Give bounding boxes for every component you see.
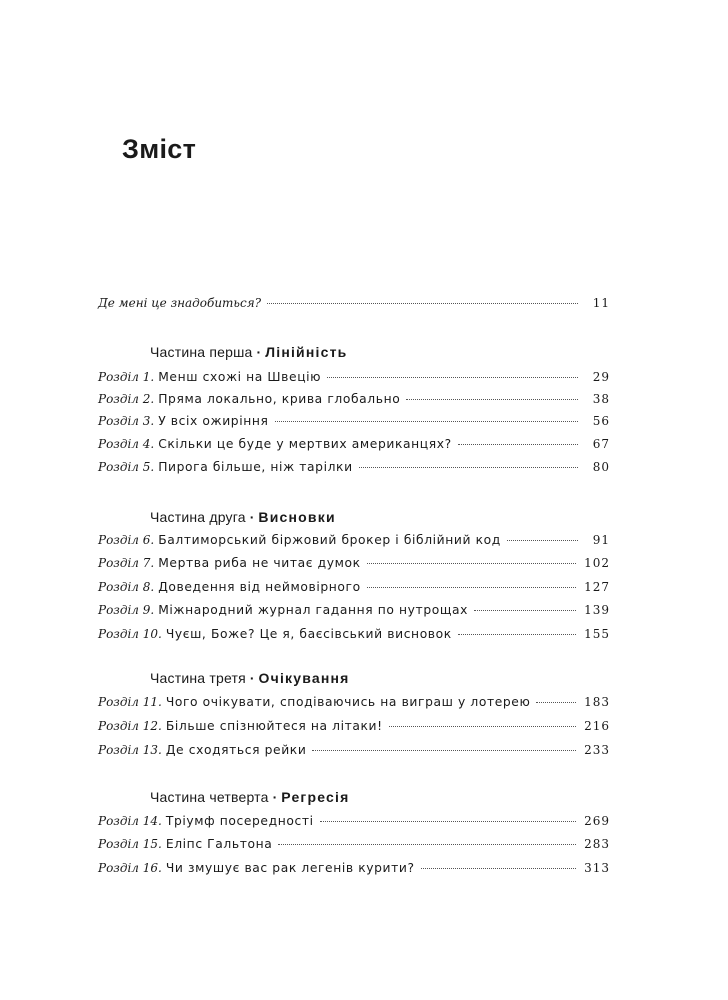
page-number: 67 <box>592 437 610 451</box>
dot-leader <box>458 634 576 635</box>
toc-entry[interactable] <box>98 460 610 478</box>
part-label: Частина перша <box>150 344 253 360</box>
toc-entry[interactable] <box>98 861 610 879</box>
dot-leader <box>474 610 576 611</box>
part-label: Частина четверта <box>150 789 269 805</box>
page-number: 11 <box>592 296 610 310</box>
part-name: Очікування <box>258 670 350 686</box>
chapter-title: Чи змушує вас рак легенів курити? <box>165 861 415 875</box>
part-heading <box>150 789 349 809</box>
chapter-prefix: Розділ 2. <box>98 392 155 406</box>
toc-entry[interactable] <box>98 603 610 621</box>
page-number: 216 <box>584 719 610 733</box>
part-name: Висновки <box>258 509 336 525</box>
dot-leader <box>536 702 576 703</box>
toc-entry[interactable] <box>98 814 610 832</box>
part-heading <box>150 670 350 690</box>
toc-entry[interactable] <box>98 392 610 410</box>
dot-leader <box>389 726 576 727</box>
part-name: Лінійність <box>265 344 348 360</box>
chapter-title: Балтиморський біржовий брокер і біблійний код <box>158 533 501 547</box>
dot-leader <box>320 821 576 822</box>
dot-leader <box>406 399 578 400</box>
page-number: 313 <box>584 861 610 875</box>
dot-leader <box>359 467 578 468</box>
page-number: 29 <box>592 370 610 384</box>
part-label: Частина третя <box>150 670 246 686</box>
dot-leader <box>367 587 576 588</box>
dot-leader <box>275 421 578 422</box>
part-heading <box>150 344 347 364</box>
page-number: 183 <box>584 695 610 709</box>
page-number: 80 <box>592 460 610 474</box>
page-number: 233 <box>584 743 610 757</box>
toc-entry[interactable] <box>98 837 610 855</box>
chapter-title: Чого очікувати, сподіваючись на виграш у лотерею <box>165 695 531 709</box>
chapter-title: Пряма локально, крива глобально <box>158 392 401 406</box>
dot-leader <box>507 540 578 541</box>
chapter-prefix: Розділ 10. <box>98 627 162 641</box>
chapter-title: Де сходяться рейки <box>165 743 307 757</box>
page-title: Зміст <box>122 134 197 164</box>
chapter-prefix: Розділ 7. <box>98 556 155 570</box>
toc-entry[interactable] <box>98 437 610 455</box>
chapter-title: Тріумф посередності <box>165 814 314 828</box>
part-separator: · <box>249 509 255 525</box>
chapter-prefix: Розділ 14. <box>98 814 162 828</box>
toc-entry[interactable] <box>98 556 610 574</box>
chapter-title: Чуєш, Боже? Це я, баєсівський висновок <box>165 627 452 641</box>
chapter-prefix: Розділ 9. <box>98 603 155 617</box>
chapter-title: Пирога більше, ніж тарілки <box>158 460 353 474</box>
page-number: 269 <box>584 814 610 828</box>
page-number: 102 <box>584 556 610 570</box>
chapter-title: Менш схожі на Швецію <box>158 370 322 384</box>
chapter-prefix: Розділ 11. <box>98 695 162 709</box>
dot-leader <box>267 303 578 304</box>
part-separator: · <box>256 344 262 360</box>
chapter-prefix: Розділ 8. <box>98 580 155 594</box>
page-number: 91 <box>592 533 610 547</box>
page-number: 283 <box>584 837 610 851</box>
dot-leader <box>312 750 576 751</box>
dot-leader <box>367 563 576 564</box>
toc-entry[interactable] <box>98 414 610 432</box>
chapter-title: Доведення від неймовірного <box>158 580 361 594</box>
chapter-prefix: Розділ 3. <box>98 414 155 428</box>
dot-leader <box>327 377 578 378</box>
toc-entry[interactable] <box>98 719 610 737</box>
part-separator: · <box>249 670 255 686</box>
page-number: 139 <box>584 603 610 617</box>
chapter-title: Більше спізнюйтеся на літаки! <box>165 719 383 733</box>
chapter-prefix: Розділ 16. <box>98 861 162 875</box>
chapter-title: У всіх ожиріння <box>158 414 269 428</box>
part-separator: · <box>272 789 278 805</box>
part-name: Регресія <box>281 789 350 805</box>
toc-entry[interactable] <box>98 580 610 598</box>
chapter-prefix: Розділ 15. <box>98 837 162 851</box>
page-number: 56 <box>592 414 610 428</box>
chapter-title: Міжнародний журнал гадання по нутрощах <box>158 603 469 617</box>
toc-entry[interactable] <box>98 533 610 551</box>
part-label: Частина друга <box>150 509 246 525</box>
toc-entry[interactable] <box>98 695 610 713</box>
chapter-prefix: Розділ 12. <box>98 719 162 733</box>
toc-entry-intro[interactable] <box>98 296 610 314</box>
toc-entry[interactable] <box>98 370 610 388</box>
dot-leader <box>458 444 578 445</box>
dot-leader <box>421 868 576 869</box>
chapter-prefix: Розділ 5. <box>98 460 155 474</box>
dot-leader <box>278 844 576 845</box>
chapter-prefix: Розділ 6. <box>98 533 155 547</box>
page-number: 155 <box>584 627 610 641</box>
chapter-prefix: Розділ 1. <box>98 370 155 384</box>
chapter-prefix: Розділ 13. <box>98 743 162 757</box>
page-number: 127 <box>584 580 610 594</box>
toc-entry[interactable] <box>98 627 610 645</box>
chapter-title: Мертва риба не читає думок <box>158 556 361 570</box>
chapter-title: Еліпс Гальтона <box>165 837 273 851</box>
part-heading <box>150 509 336 529</box>
toc-entry[interactable] <box>98 743 610 761</box>
page-number: 38 <box>592 392 610 406</box>
intro-title: Де мені це знадобиться? <box>98 296 262 310</box>
chapter-prefix: Розділ 4. <box>98 437 155 451</box>
chapter-title: Скільки це буде у мертвих американцях? <box>158 437 452 451</box>
